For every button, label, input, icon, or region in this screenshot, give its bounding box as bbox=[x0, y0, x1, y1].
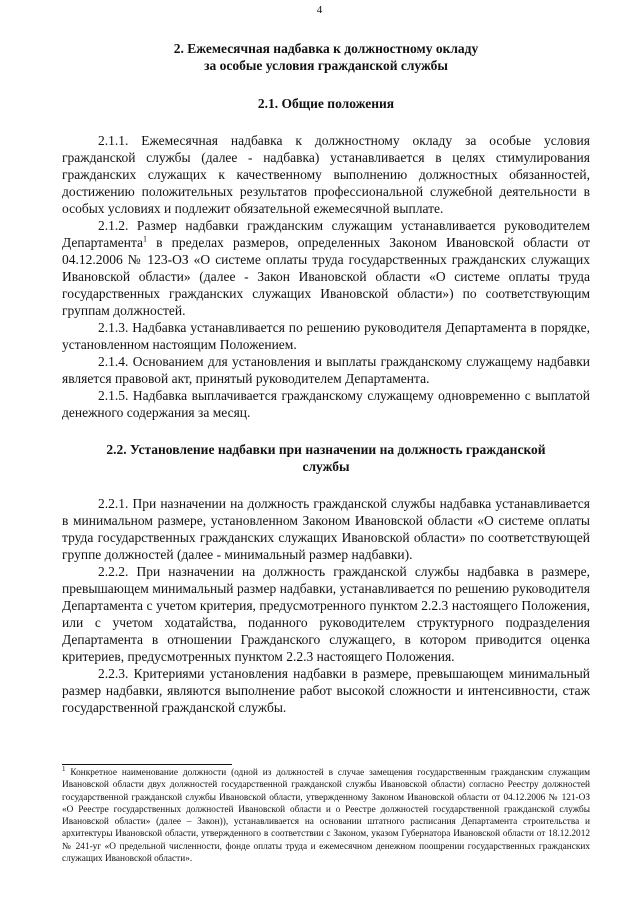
section-title-line-2: за особые условия гражданской службы bbox=[204, 58, 448, 73]
footnote-1 bbox=[62, 764, 590, 865]
paragraph-2-1-5: 2.1.5. Надбавка выплачивается гражданскому служащему одновременно с выплатой денежного содержания за месяц. bbox=[62, 388, 590, 420]
subsection-title-2-1: 2.1. Общие положения bbox=[257, 96, 395, 111]
subsection-title-2-2-line-1: 2.2. Установление надбавки при назначении на должность гражданской bbox=[106, 442, 546, 457]
paragraph-2-1-3: 2.1.3. Надбавка устанавливается по решению руководителя Департамента в порядке, установленном настоящим Положением. bbox=[62, 320, 590, 352]
footnote-mark: 1 bbox=[62, 764, 66, 773]
paragraph-2-1-2 bbox=[62, 217, 590, 319]
subsection-title-2-2-line-2: службы bbox=[302, 459, 350, 474]
paragraph-2-1-4: 2.1.4. Основанием для установления и выплаты гражданскому служащему надбавки является правовой акт, принятый руководителем Департамента. bbox=[62, 354, 590, 386]
footnote-divider bbox=[62, 764, 232, 765]
paragraph-2-1-2-text-end: в пределах размеров, определенных Законом Ивановской области от 04.12.2006 № 123-ОЗ «О системе оплаты труда государственных гражданских служащих Ивановской области» (далее - Закон Ивановской области «О системе оплаты труда государственных гражданских служащих Ивановской области») по соответствующим группам должностей. bbox=[62, 235, 590, 318]
paragraph-2-2-3: 2.2.3. Критериями установления надбавки в размере, превышающем минимальный размер надбавки, являются выполнение работ высокой сложности и интенсивности, стаж государственной гражданской службы. bbox=[62, 666, 590, 715]
footnote-area bbox=[62, 764, 590, 865]
paragraph-2-1-1: 2.1.1. Ежемесячная надбавка к должностному окладу за особые условия гражданской службы (далее - надбавка) устанавливается в целях стимулирования гражданских служащих к качественному выполнению должностных обязанностей, достижению положительных результатов профессиональной служебной деятельности в особых условиях и подлежит обязательной ежемесячной выплате. bbox=[62, 133, 590, 216]
section-title bbox=[62, 40, 590, 74]
paragraph-2-1-2-text-start: 2.1.2. Размер надбавки гражданским служащим устанавливается руководителем Департамента bbox=[62, 218, 590, 250]
page-number: 4 bbox=[316, 4, 323, 16]
document-body bbox=[62, 40, 590, 716]
footnote-1-text: Конкретное наименование должности (одной из должностей в случае замещения государственным гражданским служащим Ивановской области двух должностей государственной гражданской службы Ивановской области) согласно Реестру должностей государственной гражданской службы Ивановской области, утвержденному Законом Ивановской области от 04.12.2006 № 121-ОЗ «О Реестре государственных должностей Ивановской области и о Реестре должностей государственной гражданской службы Ивановской области» (далее – Закон)), устанавливается на основании штатного расписания Департамента строительства и архитектуры Ивановской области, утвержденного в соответствии с Законом, указом Губернатора Ивановской области от 18.12.2012 № 241-уг «О предельной численности, фонде оплаты труда и ежемесячном денежном поощрении государственных гражданских служащих Ивановской области». bbox=[62, 768, 590, 865]
paragraph-2-2-1: 2.2.1. При назначении на должность гражданской службы надбавка устанавливается в минимальном размере, установленном Законом Ивановской области «О системе оплаты труда государственных гражданских служащих Ивановской области» по соответствующей группе должностей (далее - минимальный размер надбавки). bbox=[62, 496, 590, 562]
paragraph-2-2-2: 2.2.2. При назначении на должность гражданской службы надбавка в размере, превышающем минимальный размер надбавки, устанавливается по решению руководителя Департамента с учетом критерия, предусмотренного пунктом 2.2.3 настоящего Положения, или с учетом ходатайства, поданного руководителем структурного подразделения Департамента в отношении Гражданского служащего, в котором приводится оценка критериев, предусмотренных пунктом 2.2.3 настоящего Положения. bbox=[62, 564, 590, 664]
footnote-reference: 1 bbox=[143, 234, 148, 244]
section-title-line-1: 2. Ежемесячная надбавка к должностному окладу bbox=[173, 41, 479, 56]
subsection-title-2-2 bbox=[62, 441, 590, 475]
